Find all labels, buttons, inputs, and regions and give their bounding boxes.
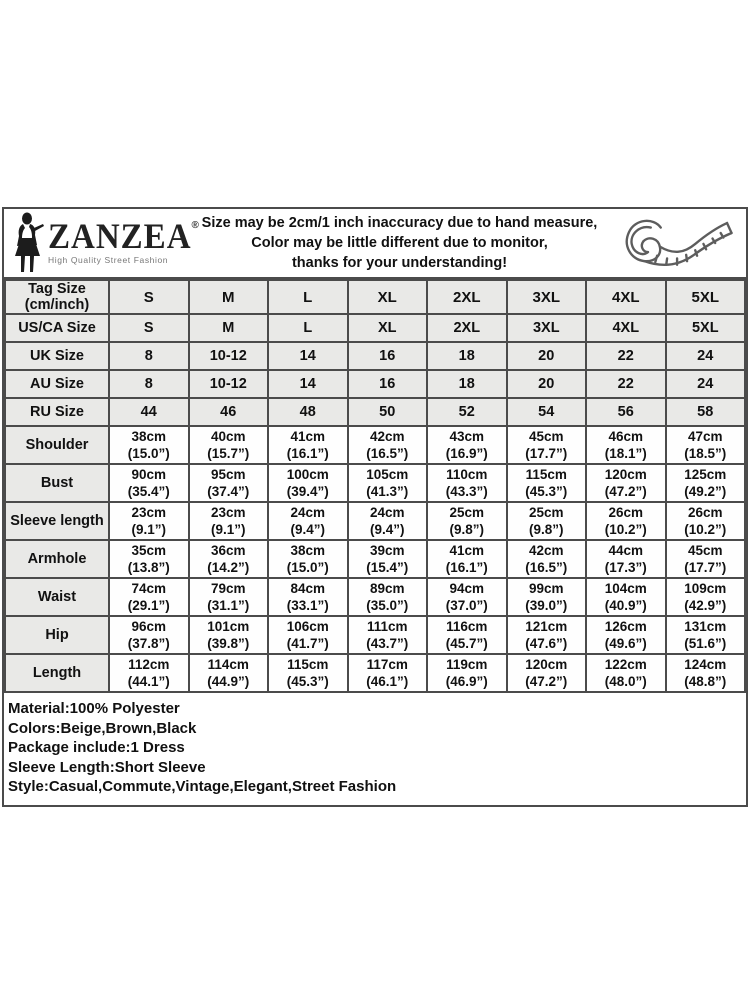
product-details (4, 693, 746, 805)
size-cell: 48 (268, 398, 348, 426)
size-cell: 10-12 (189, 370, 269, 398)
size-cell: 5XL (666, 314, 746, 342)
size-cell: 54 (507, 398, 587, 426)
measurement-cell: 39cm (15.4”) (348, 540, 428, 578)
measurement-cell: 115cm (45.3”) (268, 654, 348, 692)
measuring-tape-icon (615, 213, 740, 273)
row-label: Armhole (5, 540, 109, 578)
size-cell: 44 (109, 398, 189, 426)
row-label: Sleeve length (5, 502, 109, 540)
measurement-cell: 41cm (16.1”) (268, 426, 348, 464)
size-cell: 18 (427, 342, 507, 370)
size-cell: 50 (348, 398, 428, 426)
measurement-cell: 40cm (15.7”) (189, 426, 269, 464)
disclaimer-line-1: Size may be 2cm/1 inch inaccuracy due to hand measure, (201, 215, 598, 231)
measurement-cell: 25cm (9.8”) (427, 502, 507, 540)
table-row (5, 370, 745, 398)
size-cell: 16 (348, 342, 428, 370)
column-header-4xl: 4XL (586, 280, 666, 314)
table-row (5, 314, 745, 342)
size-cell: 46 (189, 398, 269, 426)
column-header-xl: XL (348, 280, 428, 314)
table-row (5, 654, 745, 692)
size-cell: 24 (666, 342, 746, 370)
disclaimer-line-2: Color may be little different due to monitor, (251, 235, 548, 251)
measurement-cell: 44cm (17.3”) (586, 540, 666, 578)
size-cell: 58 (666, 398, 746, 426)
detail-line: Package include:1 Dress (8, 739, 185, 756)
measurement-cell: 90cm (35.4”) (109, 464, 189, 502)
measurement-cell: 38cm (15.0”) (268, 540, 348, 578)
measurement-cell: 124cm (48.8”) (666, 654, 746, 692)
table-row (5, 540, 745, 578)
size-cell: 16 (348, 370, 428, 398)
size-cell: 14 (268, 342, 348, 370)
measurement-cell: 101cm (39.8”) (189, 616, 269, 654)
measurement-cell: 41cm (16.1”) (427, 540, 507, 578)
measurement-cell: 89cm (35.0”) (348, 578, 428, 616)
size-cell: L (268, 314, 348, 342)
disclaimer-text (188, 213, 615, 273)
measurement-cell: 99cm (39.0”) (507, 578, 587, 616)
row-label: RU Size (5, 398, 109, 426)
size-cell: 18 (427, 370, 507, 398)
measurement-cell: 111cm (43.7”) (348, 616, 428, 654)
measurement-cell: 115cm (45.3”) (507, 464, 587, 502)
size-cell: 8 (109, 370, 189, 398)
row-label: Waist (5, 578, 109, 616)
measurement-cell: 120cm (47.2”) (586, 464, 666, 502)
measurement-cell: 46cm (18.1”) (586, 426, 666, 464)
table-row (5, 398, 745, 426)
disclaimer-line-3: thanks for your understanding! (291, 255, 508, 271)
measurement-cell: 120cm (47.2”) (507, 654, 587, 692)
table-row (5, 502, 745, 540)
measurement-cell: 95cm (37.4”) (189, 464, 269, 502)
measurement-cell: 104cm (40.9”) (586, 578, 666, 616)
table-row (5, 578, 745, 616)
measurement-cell: 45cm (17.7”) (507, 426, 587, 464)
size-cell: 4XL (586, 314, 666, 342)
measurement-cell: 105cm (41.3”) (348, 464, 428, 502)
table-row (5, 616, 745, 654)
measurement-cell: 131cm (51.6”) (666, 616, 746, 654)
measurement-cell: 26cm (10.2”) (666, 502, 746, 540)
row-label: AU Size (5, 370, 109, 398)
size-cell: 14 (268, 370, 348, 398)
size-cell: XL (348, 314, 428, 342)
row-label: US/CA Size (5, 314, 109, 342)
measurement-cell: 117cm (46.1”) (348, 654, 428, 692)
measurement-cell: 109cm (42.9”) (666, 578, 746, 616)
measurement-cell: 43cm (16.9”) (427, 426, 507, 464)
brand-logo (10, 212, 199, 274)
size-cell: 10-12 (189, 342, 269, 370)
brand-tagline: High Quality Street Fashion (48, 254, 169, 265)
measurement-cell: 23cm (9.1”) (109, 502, 189, 540)
size-chart-table (4, 279, 746, 693)
measurement-cell: 116cm (45.7”) (427, 616, 507, 654)
measurement-cell: 24cm (9.4”) (268, 502, 348, 540)
column-header-5xl: 5XL (666, 280, 746, 314)
table-row (5, 464, 745, 502)
row-label: UK Size (5, 342, 109, 370)
measurement-cell: 42cm (16.5”) (348, 426, 428, 464)
measurement-cell: 79cm (31.1”) (189, 578, 269, 616)
measurement-cell: 45cm (17.7”) (666, 540, 746, 578)
measurement-cell: 42cm (16.5”) (507, 540, 587, 578)
size-cell: 52 (427, 398, 507, 426)
column-header-3xl: 3XL (507, 280, 587, 314)
size-cell: 20 (507, 342, 587, 370)
size-cell: 22 (586, 342, 666, 370)
size-cell: 56 (586, 398, 666, 426)
registered-mark: ® (191, 219, 199, 231)
column-header-m: M (189, 280, 269, 314)
brand-name: ZANZEA (48, 217, 192, 256)
size-cell: 20 (507, 370, 587, 398)
measurement-cell: 96cm (37.8”) (109, 616, 189, 654)
row-label: Length (5, 654, 109, 692)
row-label: Shoulder (5, 426, 109, 464)
measurement-cell: 26cm (10.2”) (586, 502, 666, 540)
size-cell: S (109, 314, 189, 342)
size-cell: 24 (666, 370, 746, 398)
size-chart-sheet (2, 207, 748, 807)
measurement-cell: 23cm (9.1”) (189, 502, 269, 540)
size-cell: 2XL (427, 314, 507, 342)
measurement-cell: 38cm (15.0”) (109, 426, 189, 464)
row-label: Bust (5, 464, 109, 502)
measurement-cell: 110cm (43.3”) (427, 464, 507, 502)
measurement-cell: 114cm (44.9”) (189, 654, 269, 692)
brand-text (48, 217, 199, 265)
size-cell: M (189, 314, 269, 342)
woman-silhouette-icon (10, 212, 46, 274)
corner-header: Tag Size (cm/inch) (5, 280, 109, 314)
detail-line: Colors:Beige,Brown,Black (8, 719, 197, 737)
size-cell: 8 (109, 342, 189, 370)
detail-line: Style:Casual,Commute,Vintage,Elegant,Street Fashion (8, 778, 397, 795)
measurement-cell: 74cm (29.1”) (109, 578, 189, 616)
column-header-l: L (268, 280, 348, 314)
measurement-cell: 24cm (9.4”) (348, 502, 428, 540)
measurement-cell: 100cm (39.4”) (268, 464, 348, 502)
measurement-cell: 106cm (41.7”) (268, 616, 348, 654)
measurement-cell: 25cm (9.8”) (507, 502, 587, 540)
measurement-cell: 94cm (37.0”) (427, 578, 507, 616)
measurement-cell: 119cm (46.9”) (427, 654, 507, 692)
row-label: Hip (5, 616, 109, 654)
column-header-2xl: 2XL (427, 280, 507, 314)
measurement-cell: 121cm (47.6”) (507, 616, 587, 654)
size-cell: 3XL (507, 314, 587, 342)
table-row (5, 426, 745, 464)
table-row (5, 342, 745, 370)
measurement-cell: 47cm (18.5”) (666, 426, 746, 464)
measurement-cell: 126cm (49.6”) (586, 616, 666, 654)
measurement-cell: 125cm (49.2”) (666, 464, 746, 502)
measurement-cell: 122cm (48.0”) (586, 654, 666, 692)
measurement-cell: 112cm (44.1”) (109, 654, 189, 692)
detail-line: Sleeve Length:Short Sleeve (8, 758, 206, 776)
measurement-cell: 36cm (14.2”) (189, 540, 269, 578)
column-header-s: S (109, 280, 189, 314)
detail-line: Material:100% Polyester (8, 700, 180, 717)
measurement-cell: 84cm (33.1”) (268, 578, 348, 616)
measurement-cell: 35cm (13.8”) (109, 540, 189, 578)
size-cell: 22 (586, 370, 666, 398)
sheet-header (4, 209, 746, 279)
